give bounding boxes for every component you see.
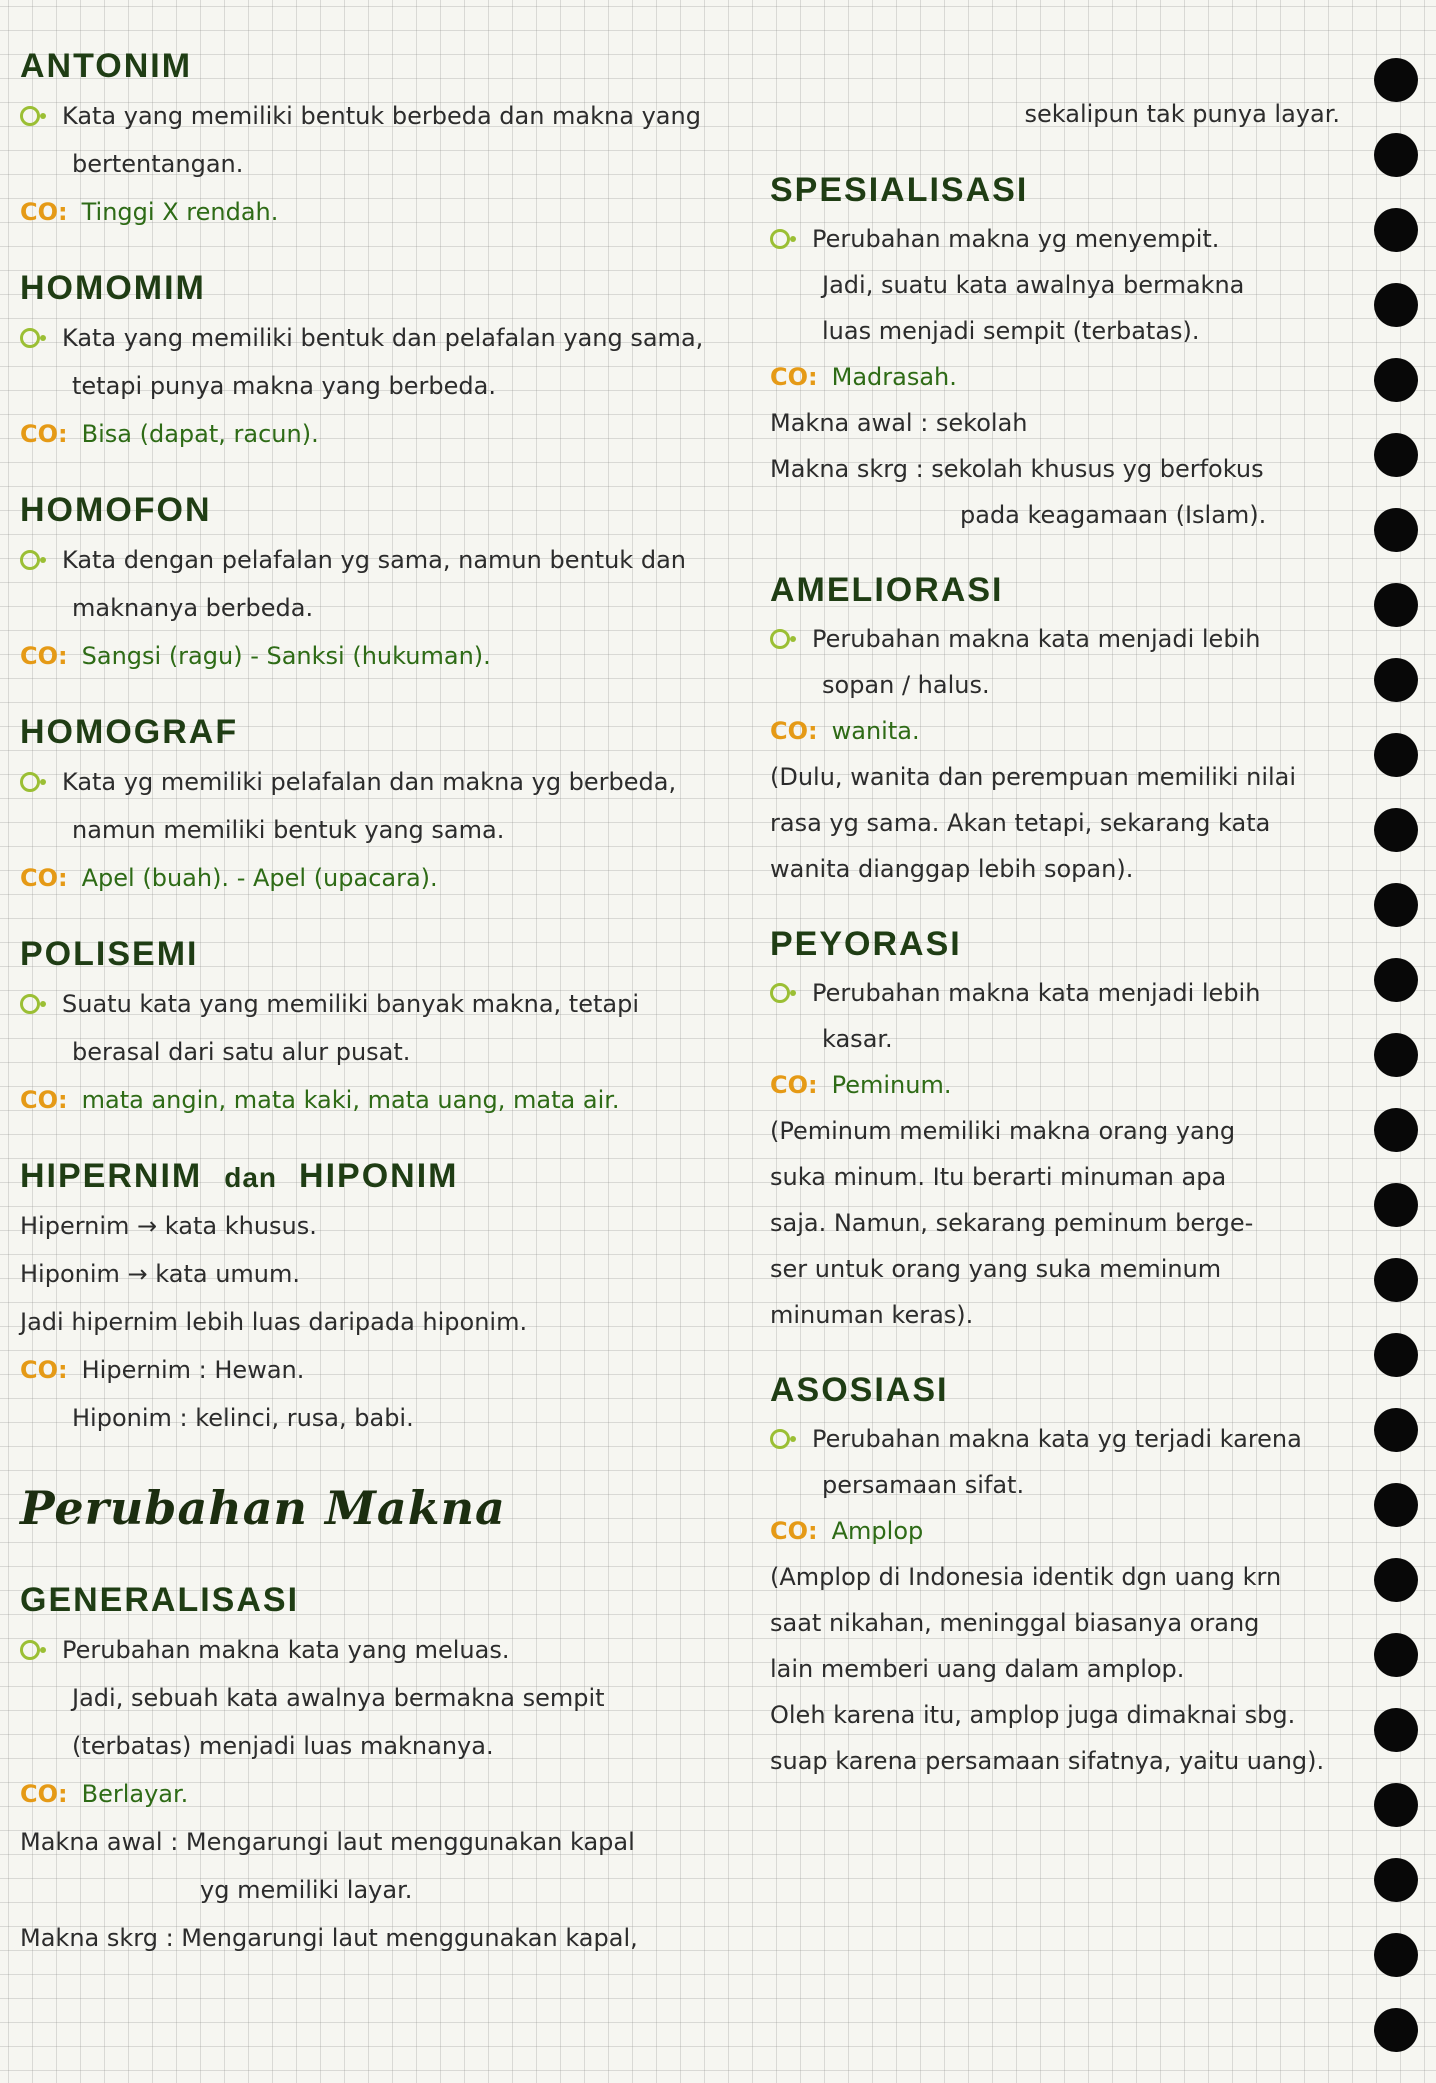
generalisasi-continuation: sekalipun tak punya layar. [1024,100,1340,128]
binder-hole-icon [1374,1033,1418,1077]
binder-hole-icon [1374,283,1418,327]
binder-hole-icon [1374,358,1418,402]
peyorasi-definition-2: kasar. [822,1025,893,1053]
ameliorasi-note-1: (Dulu, wanita dan perempuan memiliki nilai [770,763,1297,791]
polisemi-definition-2: berasal dari satu alur pusat. [72,1038,411,1066]
homofon-example: CO: Sangsi (ragu) - Sanksi (hukuman). [20,642,491,670]
spesialisasi-makna-awal: Makna awal : sekolah [770,409,1028,437]
hipernim-line-3: Jadi hipernim lebih luas daripada hiponim. [20,1308,528,1336]
hipernim-example-1: CO: Hipernim : Hewan. [20,1356,305,1384]
binder-hole-icon [1374,433,1418,477]
binder-hole-icon [1374,208,1418,252]
binder-hole-icon [1374,58,1418,102]
generalisasi-heading: GENERALISASI [20,1581,300,1619]
ameliorasi-definition-2: sopan / halus. [822,671,990,699]
spesialisasi-makna-skrg-2: pada keagamaan (Islam). [960,501,1267,529]
bullet-icon [20,772,40,792]
binder-hole-icon [1374,883,1418,927]
homograf-heading: HOMOGRAF [20,713,239,751]
bullet-icon [770,983,790,1003]
antonim-definition-1: Kata yang memiliki bentuk berbeda dan makna yang [20,92,780,140]
asosiasi-definition-1: Perubahan makna kata yg terjadi karena [770,1416,1370,1462]
binder-hole-icon [1374,1858,1418,1902]
hipernim-line-1: Hipernim → kata khusus. [20,1212,317,1240]
binder-hole-icon [1374,2008,1418,2052]
ameliorasi-example: CO: wanita. [770,717,920,745]
homofon-definition-1: Kata dengan pelafalan yg sama, namun bentuk dan [20,536,780,584]
binder-hole-icon [1374,733,1418,777]
homograf-example: CO: Apel (buah). - Apel (upacara). [20,864,438,892]
generalisasi-example: CO: Berlayar. [20,1780,189,1808]
hipernim-example-2: Hiponim : kelinci, rusa, babi. [72,1404,414,1432]
ameliorasi-note-2: rasa yg sama. Akan tetapi, sekarang kata [770,809,1271,837]
hipernim-line-2: Hiponim → kata umum. [20,1260,300,1288]
binder-hole-icon [1374,1408,1418,1452]
binder-hole-icon [1374,1558,1418,1602]
polisemi-example: CO: mata angin, mata kaki, mata uang, mata air. [20,1086,620,1114]
binder-hole-icon [1374,1933,1418,1977]
binder-hole-icon [1374,958,1418,1002]
generalisasi-definition-3: (terbatas) menjadi luas maknanya. [72,1732,494,1760]
left-column [20,40,780,1962]
peyorasi-note-2: suka minum. Itu berarti minuman apa [770,1163,1227,1191]
homonim-definition-2: tetapi punya makna yang berbeda. [72,372,496,400]
bullet-icon [20,994,40,1014]
ameliorasi-note-3: wanita dianggap lebih sopan). [770,855,1134,883]
bullet-icon [20,1640,40,1660]
homograf-definition-2: namun memiliki bentuk yang sama. [72,816,505,844]
asosiasi-example: CO: Amplop [770,1517,924,1545]
binder-hole-icon [1374,1108,1418,1152]
spesialisasi-example: CO: Madrasah. [770,363,957,391]
perubahan-makna-title: Perubahan Makna [20,1481,506,1535]
generalisasi-makna-awal-1: Makna awal : Mengarungi laut menggunakan kapal [20,1828,635,1856]
generalisasi-makna-skrg-1: Makna skrg : Mengarungi laut menggunakan kapal, [20,1924,638,1952]
antonim-heading: ANTONIM [20,47,193,85]
binder-hole-icon [1374,1333,1418,1377]
ameliorasi-heading: AMELIORASI [770,571,1004,609]
spesialisasi-definition-2: Jadi, suatu kata awalnya bermakna [822,271,1245,299]
peyorasi-note-1: (Peminum memiliki makna orang yang [770,1117,1236,1145]
binder-hole-icon [1374,1708,1418,1752]
asosiasi-note-1: (Amplop di Indonesia identik dgn uang krn [770,1563,1282,1591]
bullet-icon [770,629,790,649]
spesialisasi-definition-1: Perubahan makna yg menyempit. [770,216,1370,262]
peyorasi-note-4: ser untuk orang yang suka meminum [770,1255,1222,1283]
asosiasi-note-5: suap karena persamaan sifatnya, yaitu uang). [770,1747,1325,1775]
peyorasi-note-3: saja. Namun, sekarang peminum berge- [770,1209,1254,1237]
asosiasi-note-2: saat nikahan, meninggal biasanya orang [770,1609,1260,1637]
homonim-heading: HOMOMIM [20,269,206,307]
peyorasi-definition-1: Perubahan makna kata menjadi lebih [770,970,1370,1016]
peyorasi-example: CO: Peminum. [770,1071,952,1099]
binder-hole-icon [1374,1258,1418,1302]
homonim-example: CO: Bisa (dapat, racun). [20,420,319,448]
bullet-icon [20,328,40,348]
binder-hole-icon [1374,583,1418,627]
generalisasi-definition-2: Jadi, sebuah kata awalnya bermakna sempit [72,1684,605,1712]
right-column [770,40,1370,1784]
generalisasi-makna-awal-2: yg memiliki layar. [200,1876,413,1904]
bullet-icon [20,106,40,126]
spesialisasi-heading: SPESIALISASI [770,171,1029,209]
polisemi-heading: POLISEMI [20,935,199,973]
binder-hole-icon [1374,1633,1418,1677]
binder-hole-icon [1374,1183,1418,1227]
spesialisasi-makna-skrg-1: Makna skrg : sekolah khusus yg berfokus [770,455,1264,483]
binder-hole-icon [1374,1783,1418,1827]
homofon-heading: HOMOFON [20,491,212,529]
binder-hole-icon [1374,658,1418,702]
hipernim-hiponim-heading: HIPERNIM dan HIPONIM [20,1157,459,1195]
binder-hole-icon [1374,808,1418,852]
peyorasi-heading: PEYORASI [770,925,962,963]
asosiasi-heading: ASOSIASI [770,1371,949,1409]
spesialisasi-definition-3: luas menjadi sempit (terbatas). [822,317,1200,345]
bullet-icon [20,550,40,570]
antonim-definition-2: bertentangan. [72,150,244,178]
asosiasi-note-3: lain memberi uang dalam amplop. [770,1655,1185,1683]
binder-holes [1374,58,1422,2083]
peyorasi-note-5: minuman keras). [770,1301,974,1329]
generalisasi-definition-1: Perubahan makna kata yang meluas. [20,1626,780,1674]
polisemi-definition-1: Suatu kata yang memiliki banyak makna, tetapi [20,980,780,1028]
ameliorasi-definition-1: Perubahan makna kata menjadi lebih [770,616,1370,662]
binder-hole-icon [1374,1483,1418,1527]
asosiasi-note-4: Oleh karena itu, amplop juga dimaknai sbg. [770,1701,1296,1729]
homofon-definition-2: maknanya berbeda. [72,594,314,622]
binder-hole-icon [1374,133,1418,177]
homograf-definition-1: Kata yg memiliki pelafalan dan makna yg berbeda, [20,758,780,806]
bullet-icon [770,1429,790,1449]
bullet-icon [770,229,790,249]
homonim-definition-1: Kata yang memiliki bentuk dan pelafalan yang sama, [20,314,780,362]
asosiasi-definition-2: persamaan sifat. [822,1471,1025,1499]
binder-hole-icon [1374,508,1418,552]
antonim-example: CO: Tinggi X rendah. [20,198,279,226]
